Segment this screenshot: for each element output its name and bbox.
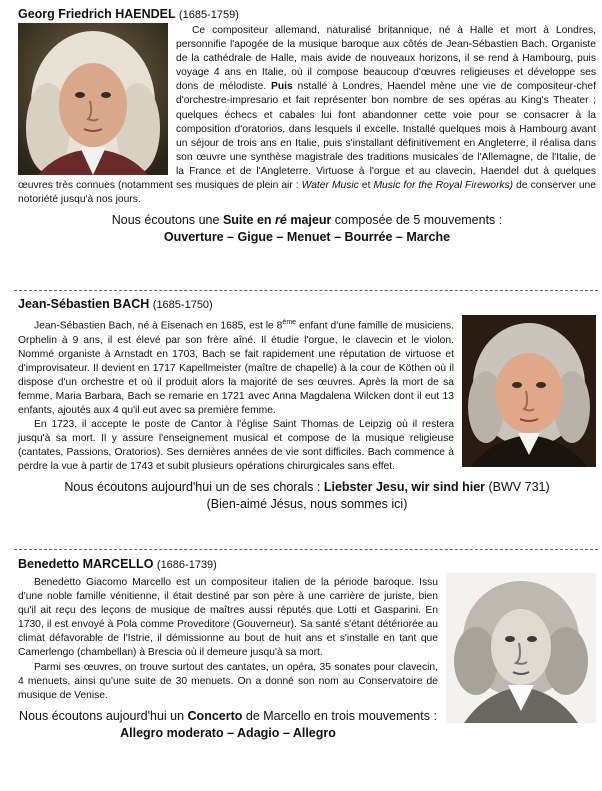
bach-portrait <box>462 315 596 467</box>
bach-listen-prefix: Nous écoutons aujourd'hui un de ses chorals : <box>64 480 324 495</box>
handel-listen-title-a: Suite en <box>222 213 276 228</box>
handel-listen-title-b: majeur <box>286 213 332 228</box>
handel-listen <box>18 212 596 229</box>
marcello-dates: (1686-1739) <box>156 559 217 571</box>
bach-bio-sup: ème <box>282 319 297 326</box>
bach-name: Jean-Sébastien BACH <box>18 297 150 311</box>
bach-bio-1b: enfant d'une famille de musiciens. Orphelin à 9 ans, il est élevé par son frère aîné. Il étudie l'orgue, le clavecin et le violon. Nommé organiste à Arnstadt en 1703, Bach se fait rapidement une réputation de virtuose et d'improvisateur. Il devient en 1717 Kapellmeister (maître de chapelle) à la cour de Köthen où il dispose d'un orchestre et où il produit alors la majorité de ses œuvres. Après la mort de sa femme, Maria Barbara, Bach se remarie en 1721 avec Anna Magdalena Wilcken dont il eut 13 enfants, ajoutés aux 4 qu'il eut avec sa première femme. <box>18 320 454 416</box>
handel-dates: (1685-1759) <box>178 9 239 21</box>
handel-bio-4: de conserver une notoriété jusqu'à nos jours. <box>18 180 597 206</box>
marcello-bio-1: Benedetto Giacomo Marcello est un compositeur italien de la période baroque. Issu d'une noble famille vénitienne, il était destiné par son père à une carrière de juriste, bien qu'il ait reçu des leçons de musique de maîtres aussi réputés que Lotti et Gasparini. En 1730, il est envoyé à Pola comme Proveditore (Gouverneur). Sa santé s'étant détériorée au climat défavorable de l'Istrie, il démissionne au bout de huit ans et s'installe en tant que Camerlengo (chambellan) à Brescia où il demeure jusqu'à sa mort. <box>18 577 438 659</box>
bach-section <box>18 296 596 513</box>
handel-portrait <box>18 23 168 175</box>
handel-section <box>18 6 596 246</box>
handel-listen-suffix: composée de 5 mouvements : <box>331 213 503 228</box>
handel-work-fireworks: Music for the Royal Fireworks) <box>373 180 514 192</box>
separator-1 <box>14 290 598 291</box>
marcello-bio-2: Parmi ses œuvres, on trouve surtout des cantates, un opéra, 35 sonates pour clavecin, 4 menuets, ainsi qu'une suite de 30 menuets. On a donné son nom au Conservatoire de musique de Venise. <box>18 661 438 701</box>
bach-dates: (1685-1750) <box>152 299 213 311</box>
marcello-movements: Allegro moderato – Adagio – Allegro <box>120 725 336 740</box>
bach-bio-2: En 1723, il accepte le poste de Cantor à l'église Saint Thomas de Leipzig où il restera jusqu'à sa mort. Il y assure l'enseignement musical et compose de la musique religieuse (cantates, Passions, Oratorios). Ses dernières années de vie sont difficiles. Bach commence à perdre la vue à partir de 1743 et subit plusieurs opérations chirurgicales sans effet. <box>18 419 454 473</box>
bach-bio-1a: Jean-Sébastien Bach, né à Eisenach en 1685, est le 8 <box>34 320 283 332</box>
handel-bio-bold: Puis <box>271 81 293 93</box>
handel-name: Georg Friedrich HAENDEL <box>18 7 176 21</box>
bach-heading <box>18 296 596 313</box>
marcello-section <box>18 556 596 742</box>
handel-portrait-icon <box>18 23 168 175</box>
handel-bio-2: nstallé à Londres, Haendel mène une vie de compositeur-chef d'orchestre-impresario et fait représenter bon nombre de ses opéras au King's Theater ; quelques échecs et cabales lui font abandonner cette voie pour se consacrer à la composition d'oratorios, dans lesquels il excelle. Installé quelques mois à Hambourg avant un séjour de trois ans en Italie, puis s'installant définitivement en Angleterre, il réalisa dans son œuvre une synthèse magistrale des traditions musicales de l'Allemagne, de l'Italie, de la France et de l'Angleterre. Virtuose à l'orgue et au clavecin, Haendel dut à quelques œuvres très connues (notamment ses musiques de plein air : <box>18 81 596 192</box>
handel-movements: Ouverture – Gigue – Menuet – Bourrée – Marche <box>163 230 451 245</box>
marcello-name: Benedetto MARCELLO <box>18 557 154 571</box>
marcello-listen-title: Concerto <box>187 708 243 723</box>
handel-listen-title <box>223 213 331 227</box>
bach-portrait-icon <box>462 315 596 467</box>
handel-bio-1: Ce compositeur allemand, naturalisé britannique, né à Halle et mort à Londres, personnifie l'apogée de la musique baroque aux côtés de Jean-Sébastien Bach. Organiste de la cathédrale de Halle, mais avide de nouveaux horizons, il se rend à Hambourg, puis voyage 4 ans en Italie, où il compose beaucoup d'œuvres religieuses et développe ses dons de mélodiste. <box>176 25 596 93</box>
marcello-listen-prefix: Nous écoutons aujourd'hui un <box>19 708 188 723</box>
handel-listen-key: ré <box>275 213 287 228</box>
bach-listen <box>18 479 596 496</box>
bach-listen-suffix: (BWV 731) <box>485 480 550 495</box>
marcello-listen-suffix: de Marcello en trois mouvements : <box>242 708 437 723</box>
handel-bio-3: et <box>358 180 374 192</box>
marcello-portrait-icon <box>446 573 596 723</box>
bach-translation: (Bien-aimé Jésus, nous sommes ici) <box>206 497 408 512</box>
marcello-portrait <box>446 573 596 723</box>
bach-listen-title: Liebster Jesu, wir sind hier <box>323 480 486 495</box>
handel-work-water-music: Water Music <box>301 180 359 192</box>
handel-heading <box>18 6 596 23</box>
handel-listen-prefix: Nous écoutons une <box>111 213 223 228</box>
separator-2 <box>14 549 598 550</box>
marcello-heading <box>18 556 596 573</box>
